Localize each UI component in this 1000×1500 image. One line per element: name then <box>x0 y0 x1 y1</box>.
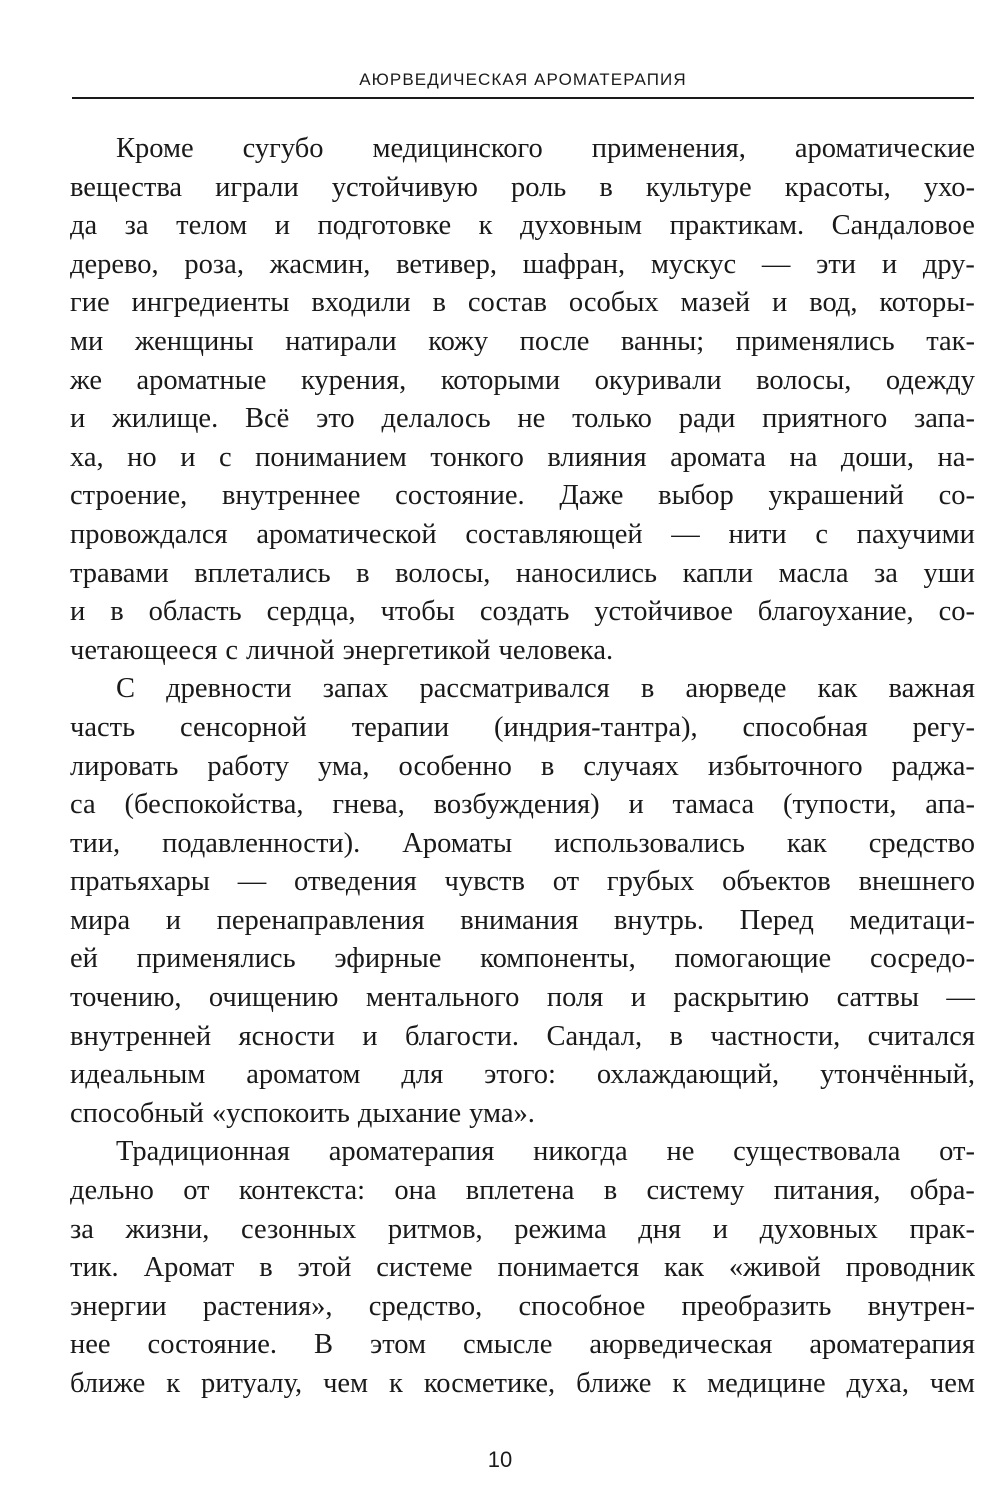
text-line: тии, подавленности). Ароматы использовались как средство <box>70 827 975 859</box>
text-line: точению, очищению ментального поля и раскрытию саттвы — <box>70 982 975 1014</box>
text-line: нее состояние. В этом смысле аюрведическая ароматерапия <box>70 1329 975 1361</box>
text-line: и в область сердца, чтобы создать устойчивое благоухание, со- <box>70 596 975 628</box>
text-line: вещества играли устойчивую роль в культуре красоты, ухо- <box>70 171 975 203</box>
text-line: ближе к ритуалу, чем к косметике, ближе к медицине духа, чем <box>70 1368 975 1399</box>
header-rule <box>72 97 974 99</box>
paragraph <box>70 1133 975 1403</box>
text-line: же ароматные курения, которыми окуривали волосы, одежду <box>70 364 975 396</box>
text-line: провождался ароматической составляющей — нити с пахучими <box>70 518 975 550</box>
text-line: ми женщины натирали кожу после ванны; применялись так- <box>70 325 975 357</box>
text-line: энергии растения», средство, способное преобразить внутрен- <box>70 1290 975 1322</box>
text-line: Традиционная ароматерапия никогда не существовала от- <box>116 1136 975 1168</box>
text-line: травами вплетались в волосы, наносились капли масла за уши <box>70 557 975 589</box>
text-line: способный «успокоить дыхание ума». <box>70 1097 535 1129</box>
text-line: ха, но и с пониманием тонкого влияния аромата на доши, на- <box>70 441 975 473</box>
text-line: лировать работу ума, особенно в случаях избыточного раджа- <box>70 750 975 782</box>
text-line: часть сенсорной терапии (индрия-тантра), способная регу- <box>70 711 975 743</box>
text-line: дельно от контекста: она вплетена в систему питания, обра- <box>70 1175 975 1207</box>
paragraph <box>70 130 975 670</box>
body-text <box>70 130 975 1404</box>
text-line: да за телом и подготовке к духовным практикам. Сандаловое <box>70 210 975 242</box>
text-line: ей применялись эфирные компоненты, помогающие сосредо- <box>70 943 975 975</box>
text-line: гие ингредиенты входили в состав особых мазей и вод, которы- <box>70 287 975 319</box>
text-line: внутренней ясности и благости. Сандал, в частности, считался <box>70 1020 975 1052</box>
paragraph <box>70 670 975 1133</box>
text-line: строение, внутреннее состояние. Даже выбор украшений со- <box>70 480 975 512</box>
text-line: идеальным ароматом для этого: охлаждающий, утончённый, <box>70 1059 975 1091</box>
text-line: четающееся с личной энергетикой человека. <box>70 634 614 666</box>
text-line: тик. Аромат в этой системе понимается как «живой проводник <box>70 1252 975 1284</box>
page-number: 10 <box>487 1447 513 1472</box>
text-line: са (беспокойства, гнева, возбуждения) и тамаса (тупости, апа- <box>70 789 975 821</box>
text-line: пратьяхары — отведения чувств от грубых объектов внешнего <box>70 866 975 898</box>
text-line: дерево, роза, жасмин, ветивер, шафран, мускус — эти и дру- <box>70 248 975 280</box>
text-line: мира и перенаправления внимания внутрь. Перед медитаци- <box>70 904 975 936</box>
running-header: АЮРВЕДИЧЕСКАЯ АРОМАТЕРАПИЯ <box>359 70 687 89</box>
text-line: Кроме сугубо медицинского применения, ароматические <box>116 133 975 164</box>
text-line: С древности запах рассматривался в аюрведе как важная <box>116 673 975 705</box>
text-line: и жилище. Всё это делалось не только ради приятного запа- <box>70 403 975 435</box>
text-line: за жизни, сезонных ритмов, режима дня и духовных прак- <box>70 1213 975 1245</box>
